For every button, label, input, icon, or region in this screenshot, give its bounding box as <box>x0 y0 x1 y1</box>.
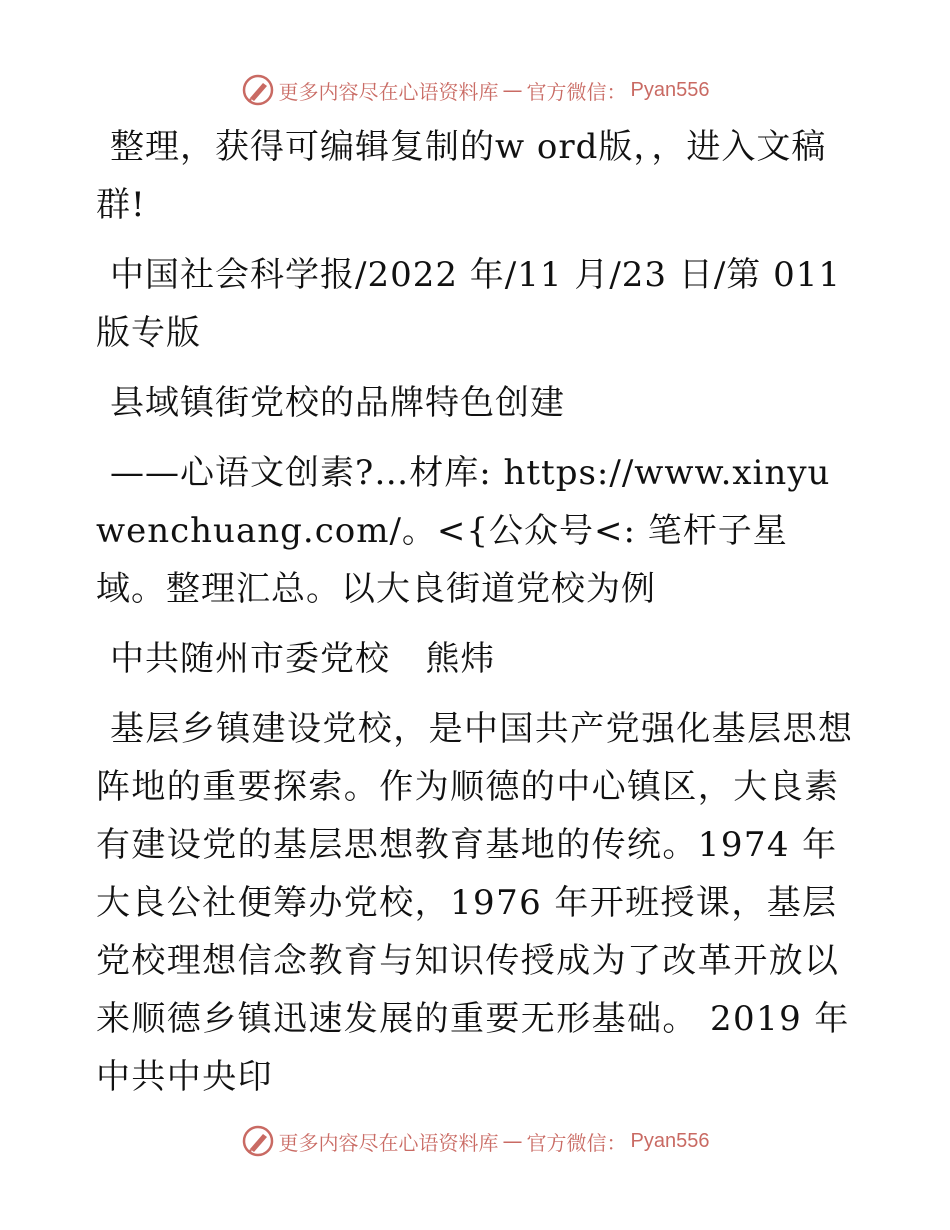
banner-wechat-id: Pyan556 <box>630 78 710 101</box>
paragraph-title: 县域镇街党校的品牌特色创建 <box>110 383 565 423</box>
banner-wechat-label: 官方微信： <box>526 1130 627 1155</box>
footer-watermark <box>0 1121 950 1161</box>
paragraph-body: 基层乡镇建设党校，是中国共产党强化基层思想阵地的重要探索。作为顺德的中心镇区，大良素有建设党的基层思想教育基地的传统。1974 年大良公社便筹办党校，1976 年开班授课，基层党校理想信念教育与知识传授成为了改革开放以来顺德乡镇迅速发展的重要无形基础。 2019 年中共中央印 <box>96 709 854 1097</box>
document-body <box>96 118 856 1118</box>
pen-logo-icon <box>241 1124 275 1158</box>
banner-text: 更多内容尽在心语资料库 <box>278 79 499 104</box>
banner-text: 更多内容尽在心语资料库 <box>278 1130 499 1155</box>
banner-separator: — <box>502 1129 523 1153</box>
header-watermark <box>0 70 950 110</box>
paragraph-source: 中国社会科学报/2022 年/11 月/23 日/第 011 版专版 <box>96 255 842 353</box>
paragraph-intro: 整理，获得可编辑复制的w ord版，，进入文稿群! <box>96 127 827 225</box>
paragraph-author: 中共随州市委党校 熊炜 <box>110 639 496 679</box>
pen-logo-icon <box>241 73 275 107</box>
banner-wechat-id: Pyan556 <box>630 1129 710 1152</box>
banner-separator: — <box>502 78 523 102</box>
banner-wechat-label: 官方微信： <box>526 79 627 104</box>
paragraph-subtitle: ——心语文创素?…材库: https://www.xinyuwenchuang.com/。<{公众号<: 笔杆子星域。整理汇总。以大良街道党校为例 <box>96 453 831 609</box>
